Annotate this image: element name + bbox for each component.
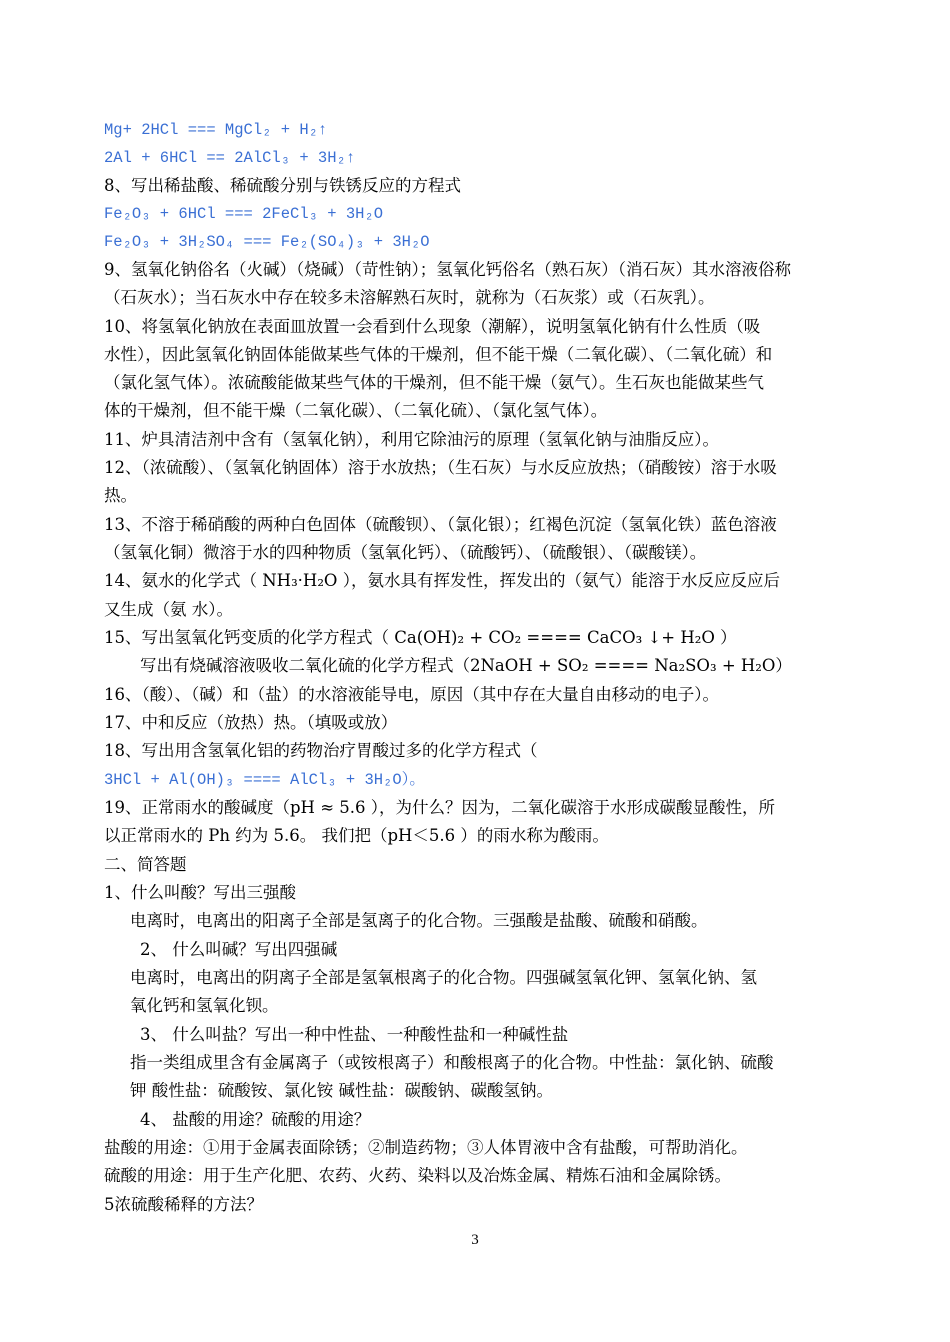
question-9-line-2: （石灰水）；当石灰水中存在较多未溶解熟石灰时，就称为（石灰浆）或（石灰乳）。 — [104, 288, 715, 307]
short-answer-2-answer-line-1: 电离时，电离出的阴离子全部是氢氧根离子的化合物。四强碱氢氧化钾、氢氧化钠、氢 — [130, 968, 757, 987]
question-16: 16、（酸）、（碱）和（盐）的水溶液能导电，原因（其中存在大量自由移动的电子）。 — [104, 685, 719, 704]
section-heading-short-answer: 二、简答题 — [104, 855, 187, 874]
question-13-line-2: （氢氧化铜）微溶于水的四种物质（氢氧化钙）、（硫酸钙）、（硫酸银）、（碳酸镁）。 — [104, 543, 707, 562]
short-answer-1-answer: 电离时，电离出的阳离子全部是氢离子的化合物。三强酸是盐酸、硫酸和硝酸。 — [130, 911, 708, 930]
short-answer-3: 3、 什么叫盐？写出一种中性盐、一种酸性盐和一种碱性盐 — [140, 1025, 569, 1044]
short-answer-4: 4、 盐酸的用途？硫酸的用途？ — [140, 1110, 371, 1129]
equation-mg-hcl: Mg+ 2HCl === MgCl₂ + H₂↑ — [104, 121, 328, 139]
question-15: 15、写出氢氧化钙变质的化学方程式（ Ca(OH)₂ + CO₂ ==== CaCO₃ ↓+ H₂O ） — [104, 628, 737, 647]
question-14-line-1: 14、氨水的化学式（ NH₃·H₂O ），氨水具有挥发性，挥发出的（氨气）能溶于水反应反应后 — [104, 571, 780, 590]
page-number: 3 — [471, 1232, 479, 1248]
question-19-line-2: 以正常雨水的 Ph 约为 5.6。 我们把（pH＜5.6 ）的雨水称为酸雨。 — [104, 826, 609, 845]
equation-hcl-aloh3: 3HCl + Al(OH)₃ ==== AlCl₃ + 3H₂O）。 — [104, 771, 425, 789]
equation-fe2o3-h2so4: Fe₂O₃ + 3H₂SO₄ === Fe₂(SO₄)₃ + 3H₂O — [104, 233, 430, 251]
question-8: 8、写出稀盐酸、稀硫酸分别与铁锈反应的方程式 — [104, 176, 461, 195]
question-13-line-1: 13、不溶于稀硝酸的两种白色固体（硫酸钡）、（氯化银）；红褐色沉淀（氢氧化铁）蓝色溶液 — [104, 515, 777, 534]
equation-fe2o3-hcl: Fe₂O₃ + 6HCl === 2FeCl₃ + 3H₂O — [104, 205, 384, 223]
short-answer-4-h2so4-use: 硫酸的用途：用于生产化肥、农药、火药、染料以及冶炼金属、精炼石油和金属除锈。 — [104, 1166, 731, 1185]
question-15-sub: 写出有烧碱溶液吸收二氧化硫的化学方程式（2NaOH + SO₂ ==== Na₂SO₃ + H₂O） — [140, 656, 792, 675]
question-10-line-2: 水性），因此氢氧化钠固体能做某些气体的干燥剂，但不能干燥（二氧化碳）、（二氧化硫）和 — [104, 345, 773, 364]
equation-al-hcl: 2Al + 6HCl == 2AlCl₃ + 3H₂↑ — [104, 149, 356, 167]
question-12-line-2: 热。 — [104, 486, 137, 505]
question-19-line-1: 19、正常雨水的酸碱度（pH ≈ 5.6 ），为什么？因为，二氧化碳溶于水形成碳酸显酸性，所 — [104, 798, 775, 817]
question-14-line-2: 又生成（氨 水）。 — [104, 600, 233, 619]
question-17: 17、中和反应（放热）热。（填吸或放） — [104, 713, 398, 732]
short-answer-2: 2、 什么叫碱？写出四强碱 — [140, 940, 338, 959]
short-answer-5: 5浓硫酸稀释的方法？ — [104, 1195, 263, 1214]
question-9-line-1: 9、氢氧化钠俗名（火碱）（烧碱）（苛性钠）；氢氧化钙俗名（熟石灰）（消石灰）其水溶液俗称 — [104, 260, 791, 279]
question-10-line-1: 10、将氢氧化钠放在表面皿放置一会看到什么现象（潮解），说明氢氧化钠有什么性质（吸 — [104, 317, 761, 336]
question-18: 18、写出用含氢氧化铝的药物治疗胃酸过多的化学方程式（ — [104, 741, 538, 760]
short-answer-3-answer-line-2: 钾 酸性盐：硫酸铵、氯化铵 碱性盐：碳酸钠、碳酸氢钠。 — [130, 1081, 553, 1100]
question-11: 11、炉具清洁剂中含有（氢氧化钠），利用它除油污的原理（氢氧化钠与油脂反应）。 — [104, 430, 719, 449]
short-answer-2-answer-line-2: 氧化钙和氢氧化钡。 — [130, 996, 279, 1015]
question-12-line-1: 12、（浓硫酸）、（氢氧化钠固体）溶于水放热；（生石灰）与水反应放热；（硝酸铵）溶于水吸 — [104, 458, 777, 477]
question-10-line-4: 体的干燥剂，但不能干燥（二氧化碳）、（二氧化硫）、（氯化氢气体）。 — [104, 401, 608, 420]
short-answer-3-answer-line-1: 指一类组成里含有金属离子（或铵根离子）和酸根离子的化合物。中性盐：氯化钠、硫酸 — [130, 1053, 774, 1072]
short-answer-1: 1、什么叫酸？写出三强酸 — [104, 883, 296, 902]
question-10-line-3: （氯化氢气体）。浓硫酸能做某些气体的干燥剂，但不能干燥（氨气）。生石灰也能做某些气 — [104, 373, 764, 392]
short-answer-4-hcl-use: 盐酸的用途：①用于金属表面除锈；②制造药物；③人体胃液中含有盐酸，可帮助消化。 — [104, 1138, 748, 1157]
